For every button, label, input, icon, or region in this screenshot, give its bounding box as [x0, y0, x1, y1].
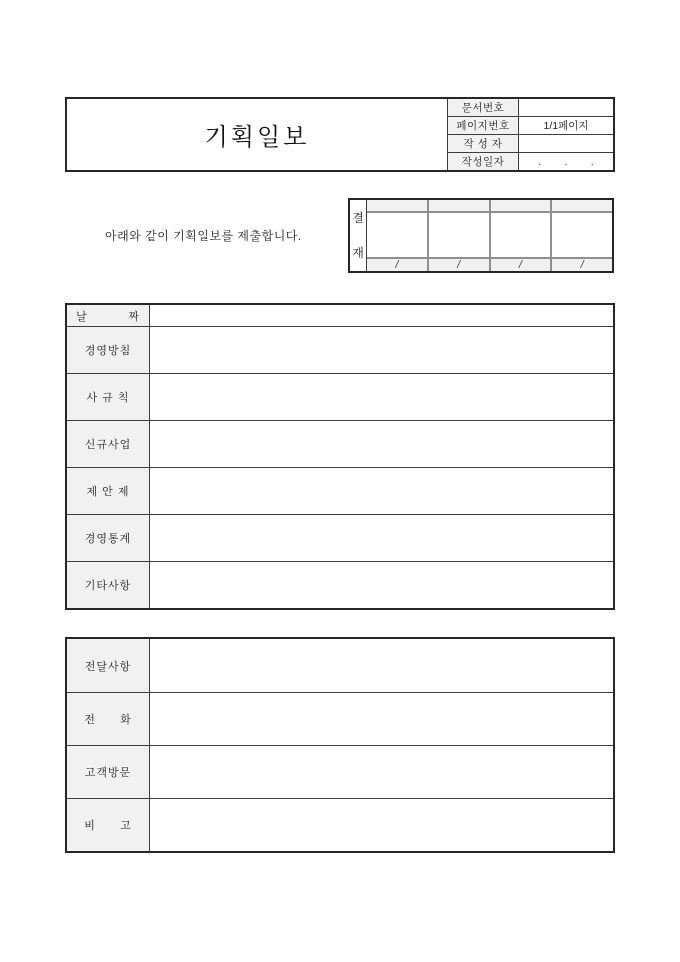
meta-row-page-number — [448, 116, 613, 134]
approval-section-label — [350, 200, 367, 271]
meta-label-page-number: 페이지번호 — [448, 117, 519, 134]
row-label-proposal: 제 안 제 — [67, 468, 150, 514]
row-value-proposal — [150, 468, 613, 514]
table-row-proposal — [67, 467, 613, 514]
meta-value-page-number: 1/1페이지 — [543, 120, 589, 132]
row-value-management-stats — [150, 515, 613, 561]
approval-date-cell: / — [552, 257, 612, 271]
table-row-management-policy — [67, 326, 613, 373]
table-row-management-stats — [67, 514, 613, 561]
row-label-new-business: 신규사업 — [67, 421, 150, 467]
meta-row-date — [448, 152, 613, 170]
approval-column-2 — [427, 200, 489, 271]
table-row-company-rules — [67, 373, 613, 420]
row-value-customer-visit — [150, 746, 613, 798]
meta-label-date: 작성일자 — [448, 153, 519, 170]
approval-label-char-bottom: 재 — [352, 246, 364, 260]
approval-column-3 — [489, 200, 551, 271]
header-box — [65, 97, 615, 172]
meta-table — [447, 99, 613, 170]
row-value-other-matters — [150, 562, 613, 608]
table-row-other-matters — [67, 561, 613, 608]
row-value-messages — [150, 639, 613, 692]
table-row-remarks — [67, 798, 613, 851]
approval-title-cell — [552, 200, 612, 213]
report-table — [65, 303, 615, 610]
approval-title-cell — [491, 200, 551, 213]
row-label-company-rules: 사 규 칙 — [67, 374, 150, 420]
approval-date-cell: / — [367, 257, 427, 271]
meta-row-doc-number — [448, 99, 613, 116]
intro-text: 아래와 같이 기획일보를 제출합니다. — [105, 229, 302, 243]
approval-block — [348, 198, 614, 273]
table-row-phone — [67, 692, 613, 745]
row-label-management-policy: 경영방침 — [67, 327, 150, 373]
approval-column-1 — [367, 200, 427, 271]
row-label-management-stats: 경영통계 — [67, 515, 150, 561]
row-label-date: 날 짜 — [67, 305, 150, 326]
meta-label-author: 작 성 자 — [448, 135, 519, 152]
table-row-date — [67, 305, 613, 326]
meta-value-doc-number — [519, 99, 613, 116]
row-label-customer-visit: 고객방문 — [67, 746, 150, 798]
row-label-phone: 전 화 — [67, 693, 150, 745]
approval-date-cell: / — [491, 257, 551, 271]
approval-signature-cell — [367, 213, 427, 257]
approval-signature-cell — [429, 213, 489, 257]
table-row-messages — [67, 639, 613, 692]
row-value-company-rules — [150, 374, 613, 420]
contact-table — [65, 637, 615, 853]
table-row-new-business — [67, 420, 613, 467]
row-value-remarks — [150, 799, 613, 851]
row-value-new-business — [150, 421, 613, 467]
approval-title-cell — [367, 200, 427, 213]
table-row-customer-visit — [67, 745, 613, 798]
approval-label-char-top: 결 — [352, 211, 364, 225]
meta-value-date: . . . — [538, 155, 594, 168]
approval-title-cell — [429, 200, 489, 213]
meta-row-author — [448, 134, 613, 152]
meta-value-author — [519, 135, 613, 152]
row-label-other-matters: 기타사항 — [67, 562, 150, 608]
row-value-date — [150, 305, 613, 326]
meta-label-doc-number: 문서번호 — [448, 99, 519, 116]
approval-signature-cell — [491, 213, 551, 257]
row-value-phone — [150, 693, 613, 745]
approval-date-cell: / — [429, 257, 489, 271]
approval-signature-cell — [552, 213, 612, 257]
row-value-management-policy — [150, 327, 613, 373]
row-label-remarks: 비 고 — [67, 799, 150, 851]
approval-column-4 — [550, 200, 612, 271]
row-label-messages: 전달사항 — [67, 639, 150, 692]
title-area — [67, 99, 447, 170]
page-title: 기획일보 — [204, 124, 310, 151]
